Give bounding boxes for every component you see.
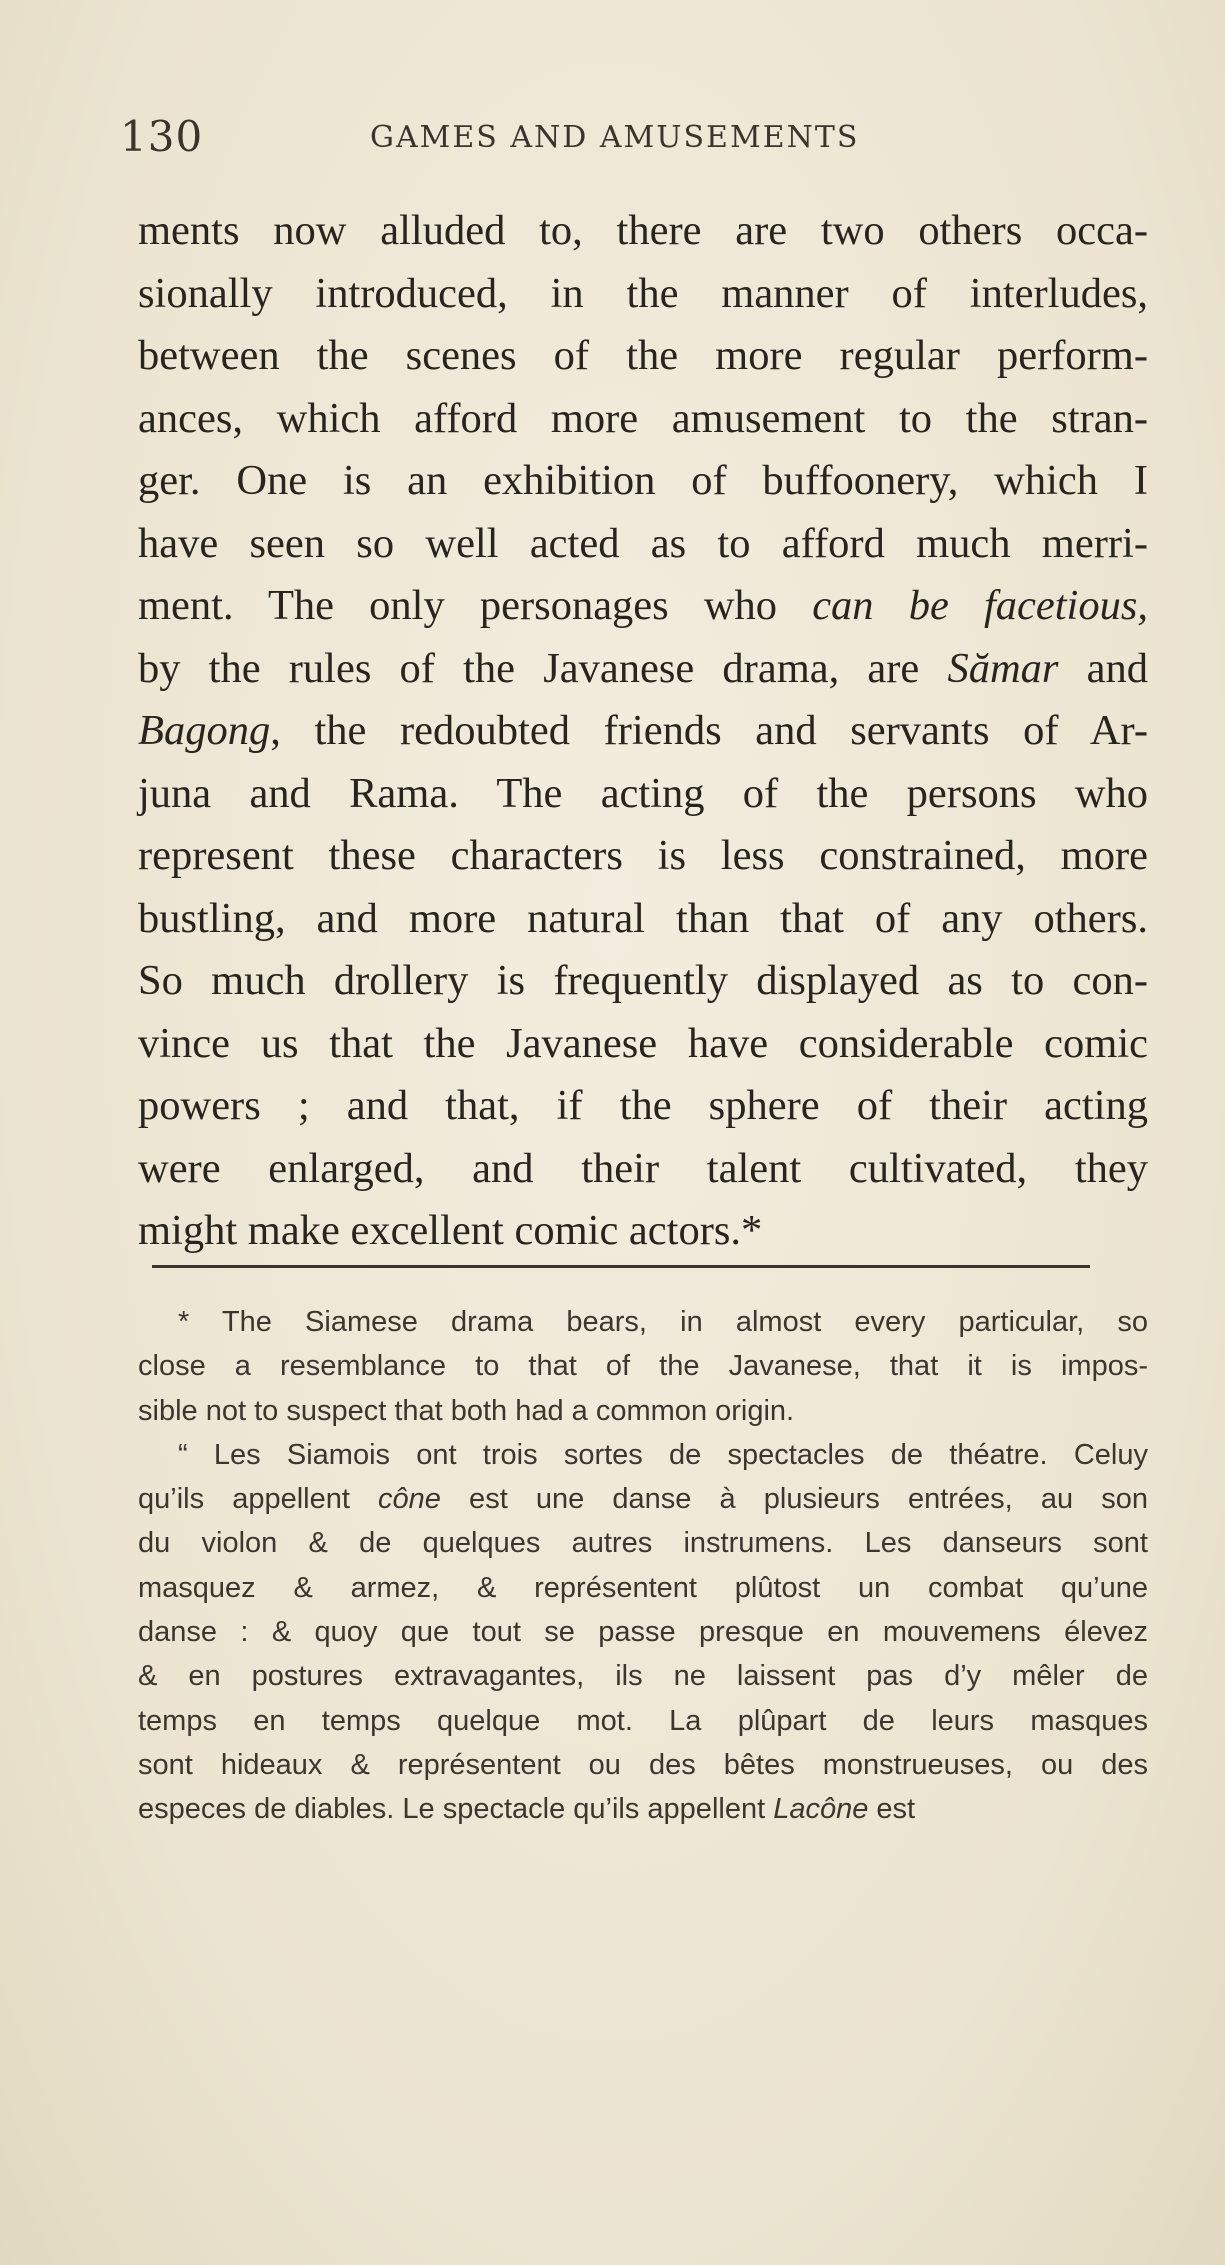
body-line: ger. One is an exhibition of buffoonery, which I [138,457,1148,504]
footnote [138,1300,1148,1832]
footnote-line: * The Siamese drama bears, in almost every particular, so [178,1306,1148,1338]
footnote-line: sible not to suspect that both had a common origin. [138,1394,795,1427]
body-line: vince us that the Javanese have considerable comic [138,1019,1148,1067]
body-line: ances, which afford more amusement to the stran- [138,394,1148,442]
body-line: ments now alluded to, there are two others occa- [138,207,1148,254]
page-number: 130 [120,112,204,161]
body-line: between the scenes of the more regular perform- [138,332,1148,379]
footnote-divider [152,1265,1090,1268]
footnote-line: du violon & de quelques autres instrumens. Les danseurs sont [138,1527,1148,1560]
footnote-line: danse : & quoy que tout se passe presque en mouvemens élevez [138,1616,1148,1649]
footnote-line: close a resemblance to that of the Javanese, that it is impos- [138,1350,1148,1383]
italic-term-cone: cône [378,1483,441,1516]
body-text [138,200,1148,1263]
body-line: ment. The only personages who can be facetious, [138,582,1149,629]
running-head: GAMES AND AMUSEMENTS [370,120,860,155]
footnote-line: temps en temps quelque mot. La plûpart de leurs masques [138,1704,1148,1737]
footnote-line: “ Les Siamois ont trois sortes de spectacles de théatre. Celuy [178,1438,1148,1471]
body-line: sionally introduced, in the manner of interludes, [138,269,1148,317]
italic-name-bagong: Bagong [138,707,271,754]
italic-name-samar: Sămar [947,644,1059,692]
body-line: Bagong, the redoubted friends and servants of Ar- [138,707,1148,754]
footnote-line: qu’ils appellent cône est une danse à plusieurs entrées, au son [138,1483,1148,1516]
body-line: bustling, and more natural than that of any others. [138,894,1148,942]
body-line: were enlarged, and their talent cultivated, they [138,1144,1148,1192]
body-line: represent these characters is less constrained, more [138,832,1148,879]
body-line: might make excellent comic actors.* [138,1207,763,1254]
page-header [120,112,1120,172]
footnote-line: sont hideaux & représentent ou des bêtes monstrueuses, ou des [138,1748,1148,1781]
body-line: powers ; and that, if the sphere of their acting [138,1082,1148,1129]
italic-phrase: can be facetious, [812,582,1149,629]
body-line: have seen so well acted as to afford much merri- [138,519,1148,567]
italic-term-lacone: Lacône [773,1793,869,1826]
footnote-line: especes de diables. Le spectacle qu’ils appellent Lacône est [138,1793,916,1826]
footnote-line: & en postures extravagantes, ils ne laissent pas d’y mêler de [138,1660,1148,1693]
body-line: juna and Rama. The acting of the persons who [138,769,1148,817]
body-line: by the rules of the Javanese drama, are Sămar and [138,644,1148,692]
footnote-line: masquez & armez, & représentent plûtost un combat qu’une [138,1571,1148,1604]
body-line: So much drollery is frequently displayed as to con- [138,957,1148,1004]
